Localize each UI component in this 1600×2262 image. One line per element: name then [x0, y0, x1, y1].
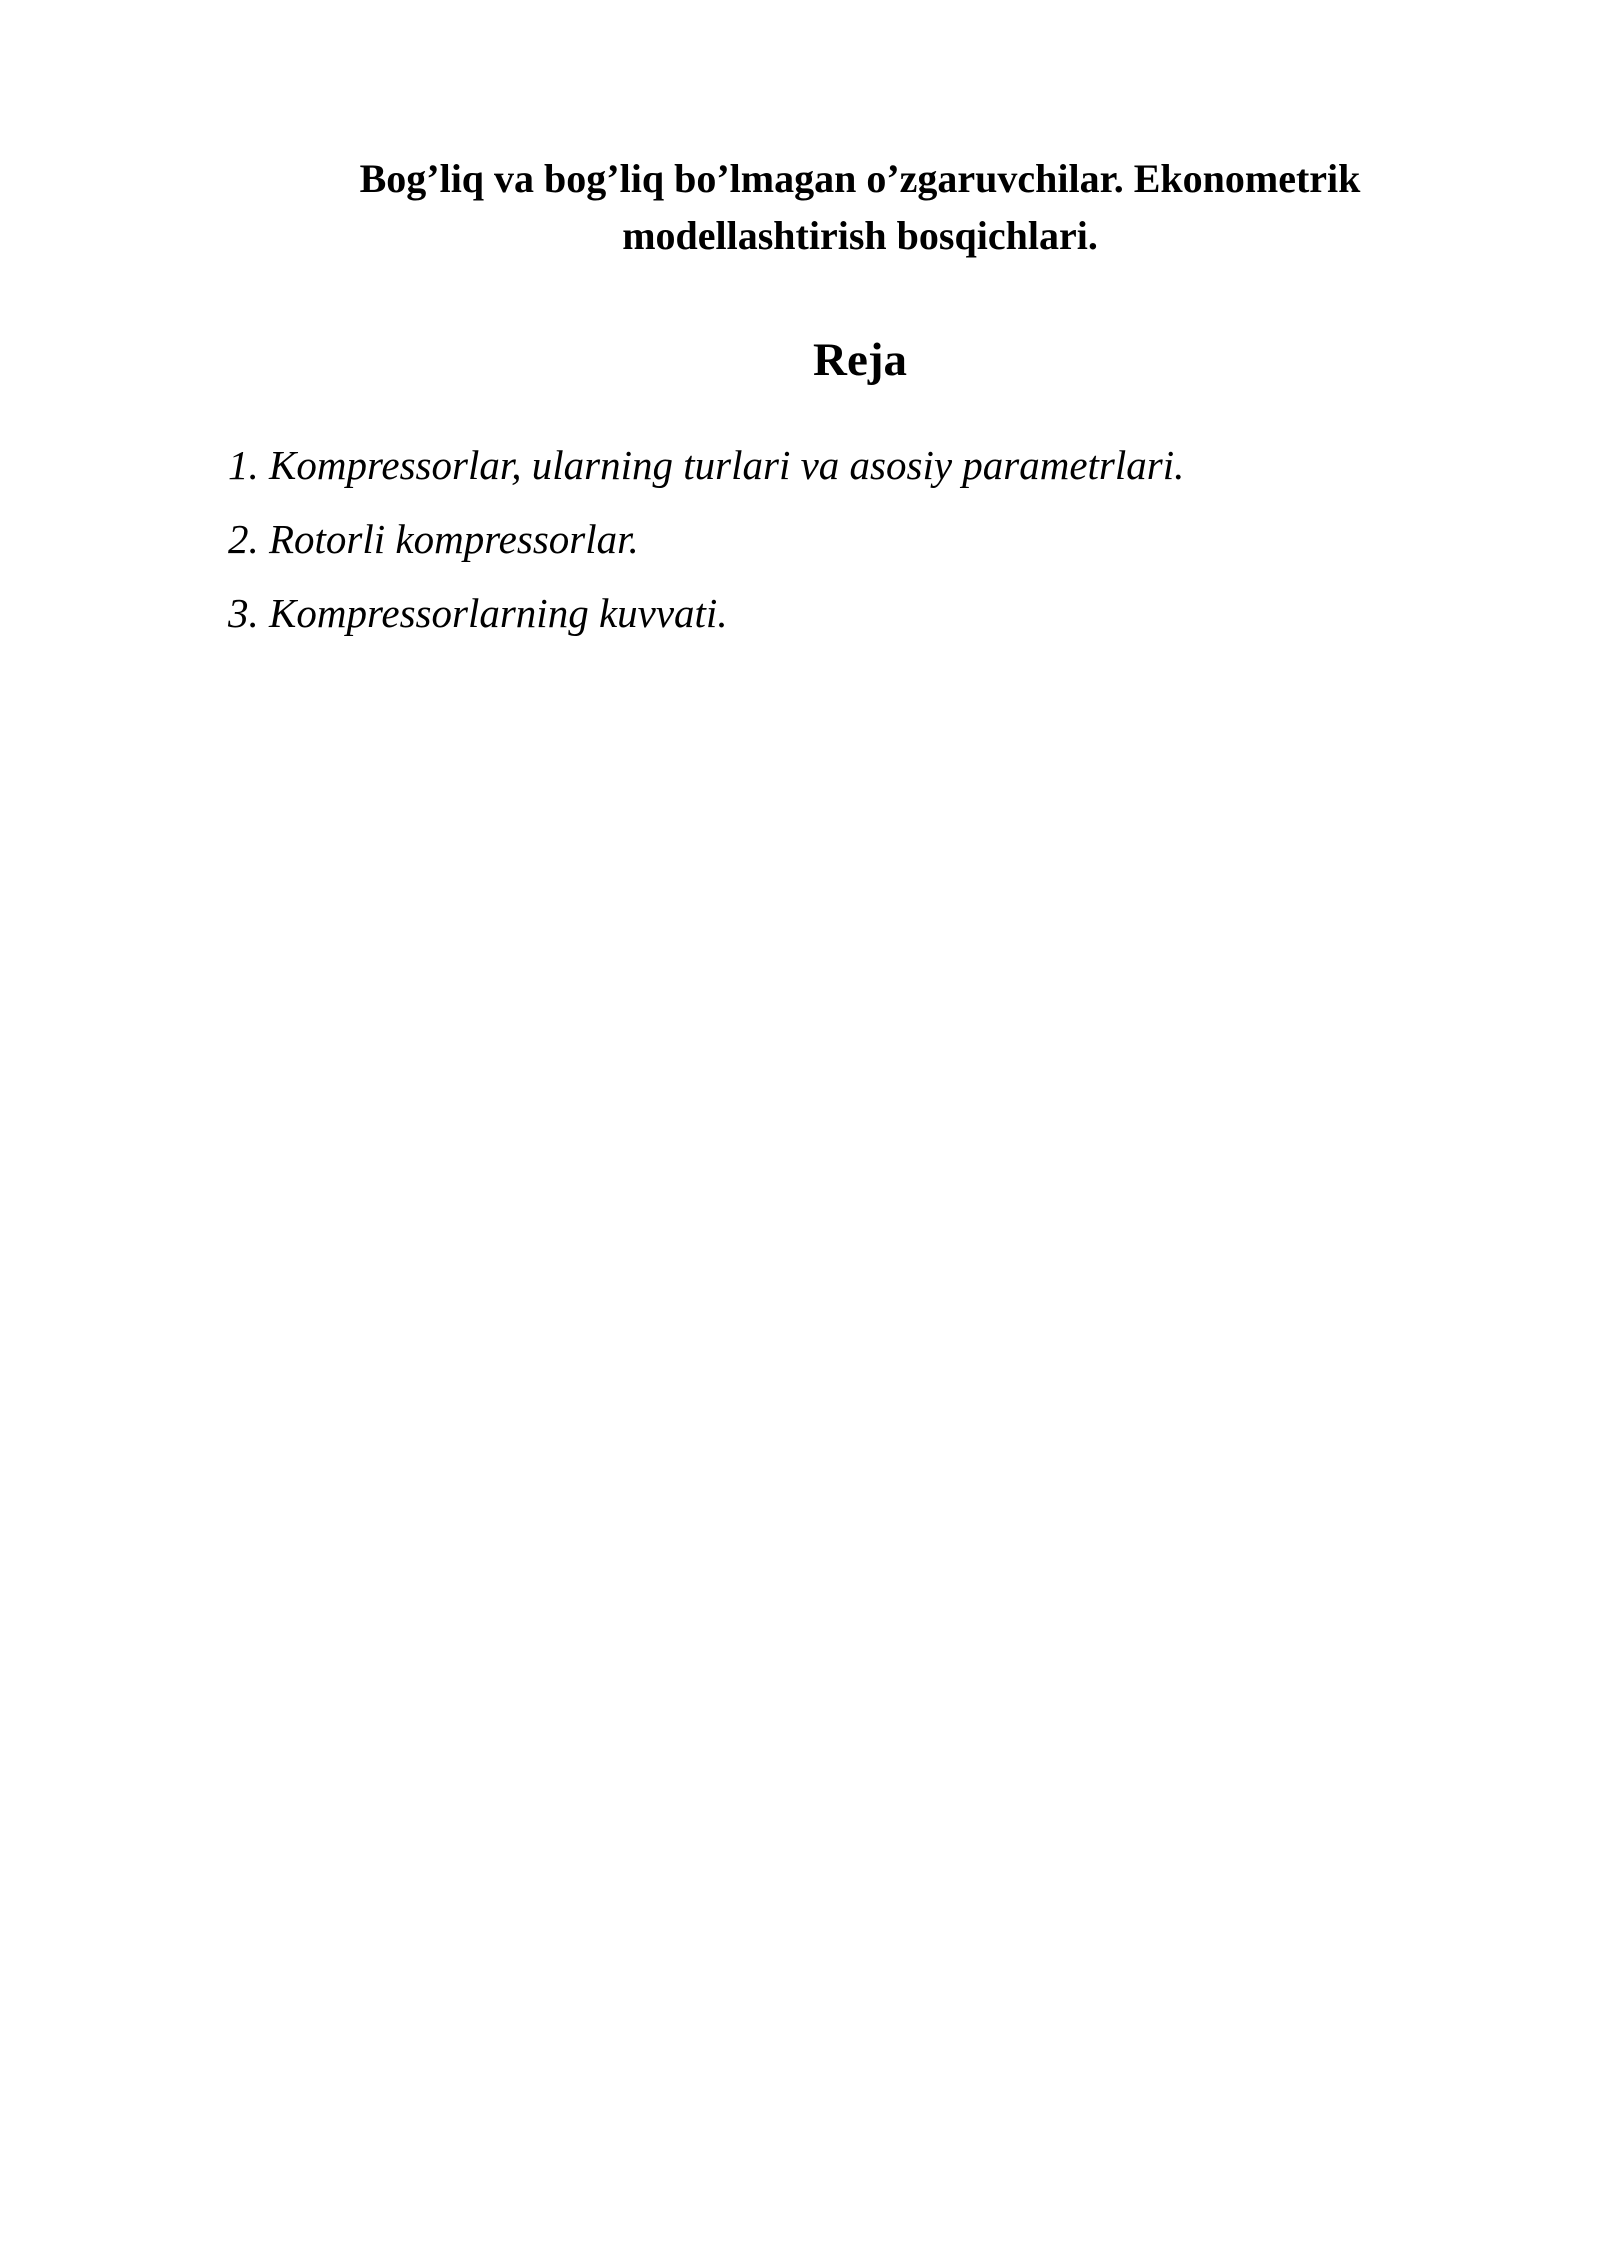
- title-line-2: modellashtirish bosqichlari.: [622, 213, 1098, 258]
- plan-item: [228, 514, 1184, 564]
- document-title: [230, 150, 1490, 264]
- plan-item-number: 1.: [228, 442, 259, 488]
- plan-item-text: Rotorli kompressorlar.: [269, 516, 639, 562]
- title-line-1: Bog’liq va bog’liq bo’lmagan o’zgaruvchilar. Ekonometrik: [359, 156, 1361, 201]
- plan-item-number: 3.: [228, 590, 259, 636]
- plan-item-text: Kompressorlarning kuvvati.: [269, 590, 728, 636]
- plan-item: [228, 588, 1184, 638]
- plan-list: [228, 440, 1184, 662]
- plan-item: [228, 440, 1184, 490]
- plan-item-text: Kompressorlar, ularning turlari va asosiy parametrlari.: [269, 442, 1185, 488]
- plan-item-number: 2.: [228, 516, 259, 562]
- plan-heading: Reja: [813, 334, 907, 386]
